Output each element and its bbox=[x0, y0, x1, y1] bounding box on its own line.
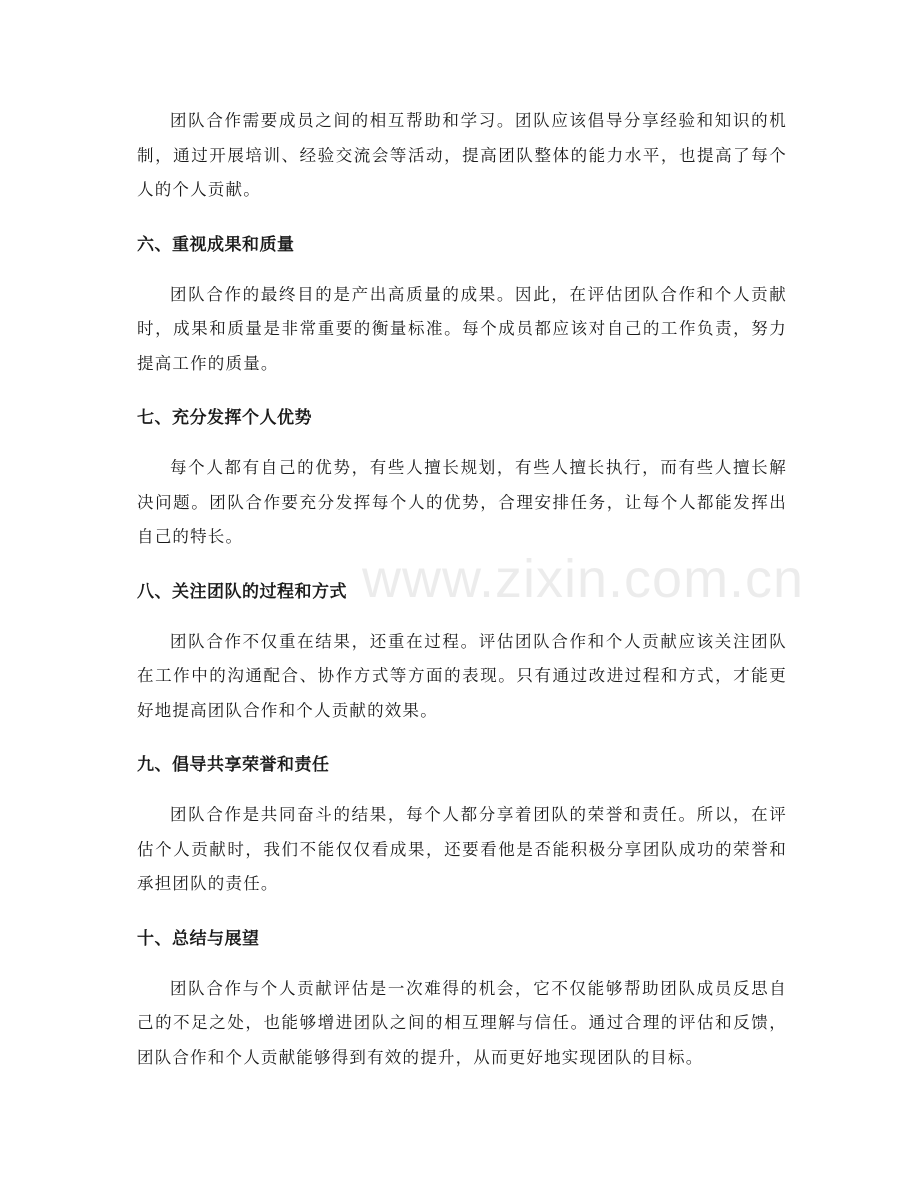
section-paragraph-8: 团队合作不仅重在结果，还重在过程。评估团队合作和个人贡献应该关注团队在工作中的沟通配合、协作方式等方面的表现。只有通过改进过程和方式，才能更好地提高团队合作和个人贡献的效果。 bbox=[137, 631, 787, 720]
section-heading-9: 九、倡导共享荣誉和责任 bbox=[137, 755, 330, 775]
section-heading-6: 六、重视成果和质量 bbox=[137, 234, 295, 255]
intro-paragraph: 团队合作需要成员之间的相互帮助和学习。团队应该倡导分享经验和知识的机制，通过开展培训、经验交流会等活动，提高团队整体的能力水平，也提高了每个人的个人贡献。 bbox=[137, 111, 787, 199]
section-paragraph-7: 每个人都有自己的优势，有些人擅长规划，有些人擅长执行，而有些人擅长解决问题。团队合作要充分发挥每个人的优势，合理安排任务，让每个人都能发挥出自己的特长。 bbox=[137, 458, 787, 546]
section-heading-7: 七、充分发挥个人优势 bbox=[137, 408, 312, 428]
section-paragraph-9: 团队合作是共同奋斗的结果，每个人都分享着团队的荣誉和责任。所以，在评估个人贡献时，我们不能仅仅看成果，还要看他是否能积极分享团队成功的荣誉和承担团队的责任。 bbox=[137, 805, 787, 893]
section-heading-10: 十、总结与展望 bbox=[137, 928, 260, 949]
section-paragraph-10: 团队合作与个人贡献评估是一次难得的机会，它不仅能够帮助团队成员反思自己的不足之处，也能够增进团队之间的相互理解与信任。通过合理的评估和反馈，团队合作和个人贡献能够得到有效的提升，从而更好地实现团队的目标。 bbox=[137, 978, 787, 1067]
section-paragraph-6: 团队合作的最终目的是产出高质量的成果。因此，在评估团队合作和个人贡献时，成果和质量是非常重要的衡量标准。每个成员都应该对自己的工作负责，努力提高工作的质量。 bbox=[137, 284, 787, 373]
watermark: www.zixin.com.cn bbox=[362, 549, 805, 609]
section-heading-8: 八、关注团队的过程和方式 bbox=[137, 581, 347, 602]
